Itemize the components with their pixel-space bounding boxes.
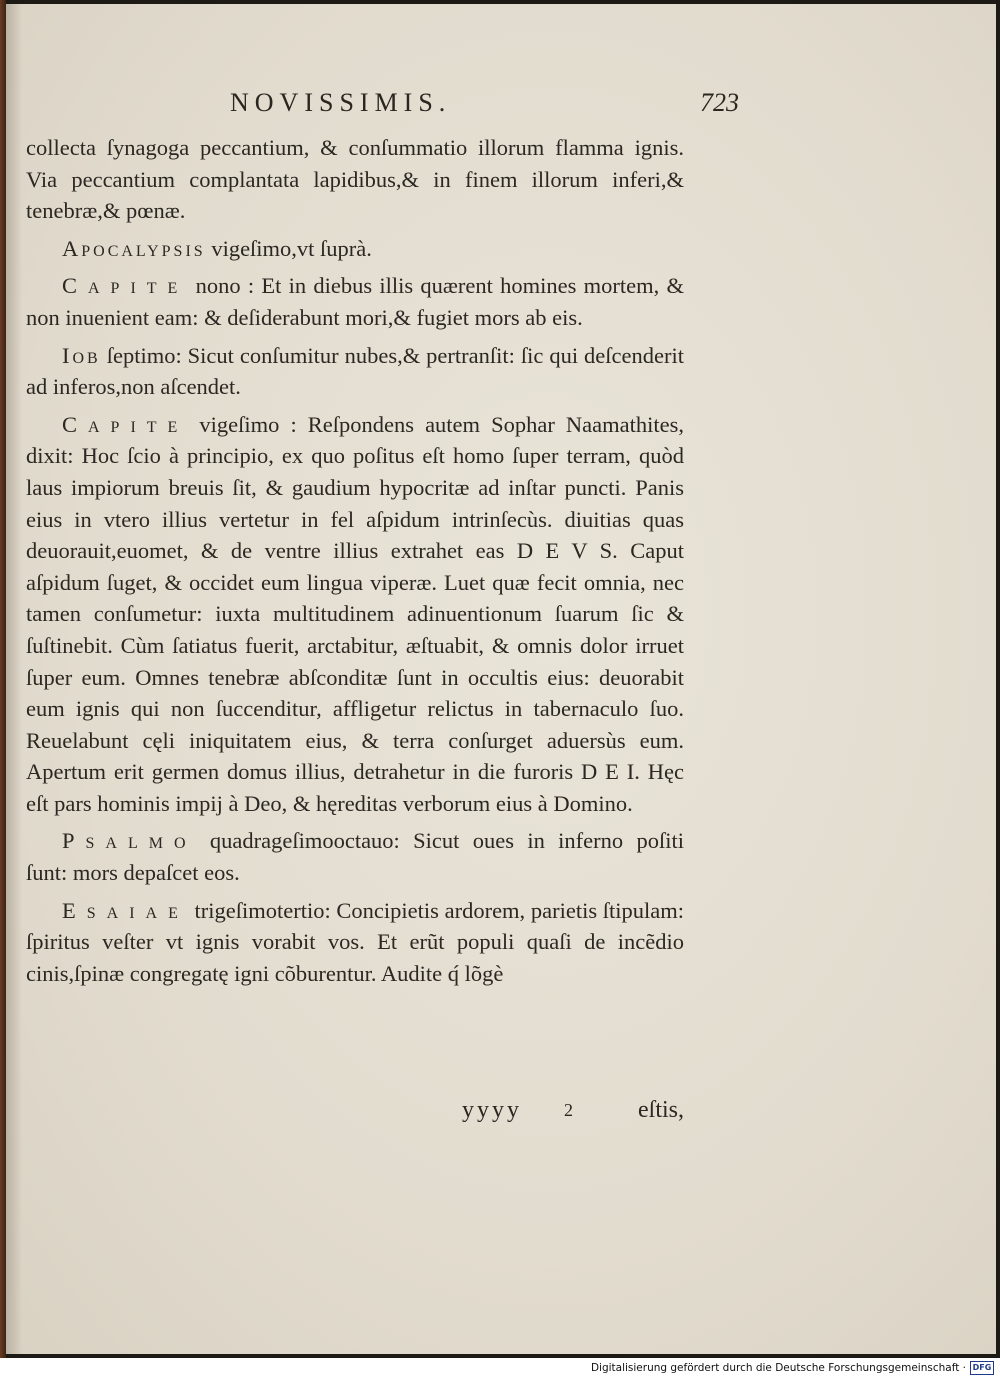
funding-credit: Digitalisierung gefördert durch die Deutsche Forschungsgemeinschaft · [590, 1362, 966, 1374]
citation-lead: Iob [62, 342, 101, 368]
catchword: eſtis, [638, 1097, 684, 1123]
paragraph-text: vigeſimo : Reſpondens autem Sophar Naamathites, dixit: Hoc ſcio à principio, ex quo poſitus eſt homo ſuper terram, quòd laus impiorum breuis ſit, & gaudium hypocritæ ad inſtar puncti. Panis eius in vtero illius vertetur in fel aſpidum intrinſecùs. diuitias quas deuorauit,euomet, & de ventre illius extrahet eas D E V S. Caput aſpidum ſuget, & occidet eum lingua viperæ. Luet quæ fecit omnia, nec tamen conſumetur: iuxta multitudinem adinuentionum ſuarum ſic & ſuſtinebit. Cùm ſatiatus fuerit, arctabitur, æſtuabit, & omnis dolor irruet ſuper eum. Omnes tenebræ abſconditæ ſunt in occultis eius: deuorabit eum ignis qui non ſuccenditur, affligetur relictus in tabernaculo ſuo. Reuelabunt cęli iniquitatem eius, & terra conſurget aduersùs eum. Apertum erit germen domus illius, detrahetur in die furoris D E I. Hęc eſt pars hominis impij à Deo, & hęreditas verborum eius à Domino. [26, 411, 684, 816]
paragraph-text: quadrageſimooctauo: Sicut oues in inferno poſiti ſunt: mors depaſcet eos. [26, 828, 684, 886]
citation-lead: Esaiae [62, 897, 189, 923]
dfg-logo: DFG [970, 1361, 994, 1375]
citation-lead: Psalmo [62, 828, 197, 854]
signature-mark: yyyy [462, 1097, 522, 1123]
paragraph [26, 340, 684, 403]
paragraph [26, 233, 684, 265]
paragraph [26, 895, 684, 990]
paragraph [26, 132, 684, 227]
page-number: 723 [700, 88, 739, 117]
signature-number: 2 [564, 1100, 573, 1120]
paragraph-text: vigeſimo,vt ſuprà. [205, 235, 372, 261]
page-body [26, 132, 684, 995]
paragraph [26, 825, 684, 888]
paragraph-text: trigeſimotertio: Concipietis ardorem, parietis ſtipulam: ſpiritus veſter vt ignis vorabit vos. Et erũt populi quaſi de incẽdio cinis,ſpinæ congregatę igni cõburentur. Audite q́ lõgè [26, 897, 684, 986]
paragraph-text: ſeptimo: Sicut conſumitur nubes,& pertranſit: ſic qui deſcenderit ad inferos,non aſcendet. [26, 342, 684, 400]
citation-lead: Apocalypsis [62, 235, 206, 261]
citation-lead: Capite [62, 411, 189, 437]
citation-lead: Capite [62, 273, 189, 299]
paragraph-text: collecta ſynagoga peccantium, & conſummatio illorum flamma ignis. Via peccantium complantata lapidibus,& in finem illorum inferi,& tenebræ,& pœnæ. [26, 135, 684, 224]
paragraph [26, 270, 684, 333]
paragraph-text: nono : Et in diebus illis quærent homines mortem, & non inuenient eam: & deſiderabunt mori,& fugiet mors ab eis. [26, 273, 684, 330]
book-binding-edge [0, 0, 6, 1358]
paragraph [26, 409, 684, 820]
page-gutter-shadow [6, 4, 22, 1354]
running-title: NOVISSIMIS. [230, 88, 452, 117]
